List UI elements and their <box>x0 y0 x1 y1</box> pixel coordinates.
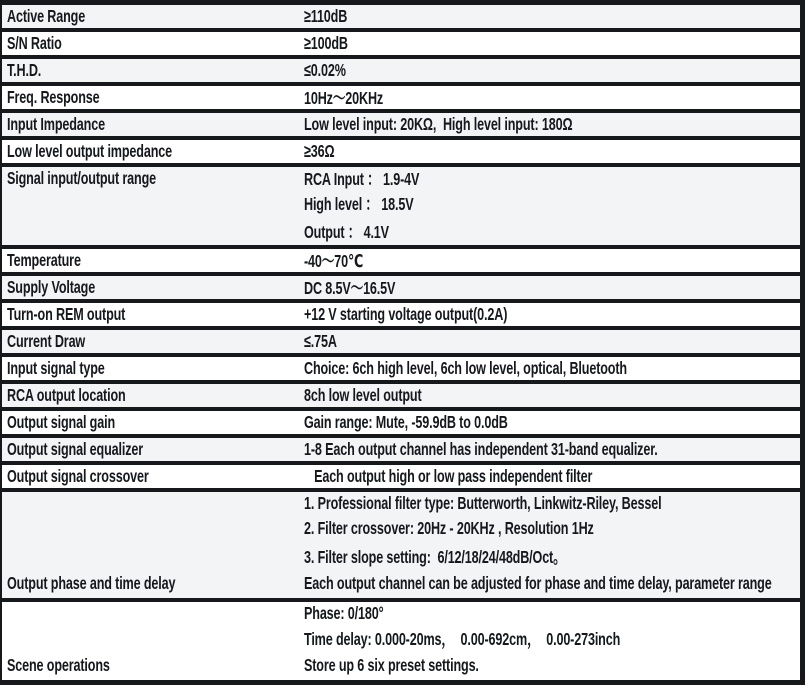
spec-value: Low level input: 20KΩ, High level input: 180Ω <box>304 114 573 134</box>
label-cell <box>2 168 304 189</box>
value-cell <box>304 626 800 651</box>
table-row <box>2 86 800 113</box>
table-row <box>2 384 800 411</box>
spec-label: S/N Ratio <box>7 33 62 53</box>
value-cell <box>304 33 800 54</box>
table-row <box>2 438 800 465</box>
value-cell <box>304 114 800 135</box>
table-line <box>2 140 800 163</box>
label-cell <box>2 358 304 379</box>
table-line <box>2 190 800 218</box>
label-cell <box>2 6 304 27</box>
value-cell <box>304 60 800 81</box>
spec-value: 10Hz～20KHz <box>304 88 384 108</box>
label-cell <box>2 33 304 54</box>
label-cell <box>2 520 304 538</box>
table-line <box>2 515 800 543</box>
table-line <box>2 249 800 272</box>
spec-value: 1-8 Each output channel has independent 31-band equalizer. <box>304 439 658 459</box>
label-cell <box>2 439 304 460</box>
value-cell <box>304 191 800 216</box>
value-cell <box>304 655 800 676</box>
label-cell <box>2 250 304 271</box>
value-cell <box>304 493 800 514</box>
spec-value: ≤0.02% <box>304 60 346 80</box>
table-line <box>2 570 800 598</box>
table-row <box>2 32 800 59</box>
label-cell <box>2 604 304 622</box>
spec-value: 2. Filter crossover: 20Hz - 20KHz , Resolution 1Hz <box>304 518 594 539</box>
label-cell <box>2 385 304 406</box>
table-line <box>2 543 800 571</box>
value-cell <box>304 603 800 624</box>
value-cell <box>304 439 800 460</box>
table-row <box>2 249 800 276</box>
spec-value: Output ： 4.1V <box>304 221 389 242</box>
spec-value: ≥110dB <box>304 6 348 26</box>
label-cell <box>2 495 304 513</box>
value-cell <box>304 141 800 162</box>
label-cell <box>2 629 304 647</box>
spec-label: Output signal crossover <box>7 466 149 486</box>
label-cell <box>2 87 304 108</box>
value-cell <box>304 304 800 325</box>
spec-value: High level ： 18.5V <box>304 194 414 215</box>
spec-label: Output signal gain <box>7 412 116 432</box>
table-line <box>2 652 800 680</box>
spec-value: 1. Professional filter type: Butterworth, Linkwitz-Riley, Bessel <box>304 493 662 513</box>
table-row <box>2 140 800 167</box>
value-cell <box>304 573 800 594</box>
spec-label: T.H.D. <box>7 60 42 80</box>
spec-value: -40～70℃ <box>304 251 364 271</box>
table-line <box>2 167 800 190</box>
table-line <box>2 602 800 625</box>
spec-value: RCA Input ： 1.9-4V <box>304 169 420 189</box>
spec-value: Time delay: 0.000-20ms， 0.00-692cm， 0.00-273inch <box>304 628 621 649</box>
table-line <box>2 625 800 653</box>
spec-value: Phase: 0/180° <box>304 602 384 623</box>
table-row <box>2 59 800 86</box>
value-cell <box>304 331 800 352</box>
table-line <box>2 384 800 407</box>
value-cell <box>304 276 800 299</box>
spec-value: Choice: 6ch high level, 6ch low level, optical, Bluetooth <box>304 358 627 378</box>
label-cell <box>2 195 304 213</box>
value-cell <box>304 412 800 433</box>
spec-value: 3. Filter slope setting: 6/12/18/24/48dB/Oct。 <box>304 546 566 567</box>
spec-label: Freq. Response <box>7 87 100 107</box>
value-cell <box>304 466 800 487</box>
spec-label: Signal input/output range <box>7 168 156 188</box>
spec-label: Turn-on REM output <box>7 304 126 324</box>
spec-label: Active Range <box>7 6 86 26</box>
table-row <box>2 602 800 685</box>
label-cell <box>2 277 304 298</box>
label-cell <box>2 466 304 487</box>
table-row <box>2 465 800 492</box>
value-cell <box>304 86 800 109</box>
table-line <box>2 411 800 434</box>
table-row <box>2 5 800 32</box>
table-row <box>2 167 800 249</box>
spec-label: Output phase and time delay <box>7 573 176 594</box>
table-line <box>2 465 800 488</box>
value-cell <box>304 385 800 406</box>
table-line <box>2 113 800 136</box>
label-cell <box>2 141 304 162</box>
spec-label: Scene operations <box>7 655 110 676</box>
label-cell <box>2 573 304 594</box>
value-cell <box>304 219 800 244</box>
spec-value: +12 V starting voltage output(0.2A) <box>304 304 508 324</box>
table-line <box>2 218 800 246</box>
value-cell <box>304 249 800 272</box>
label-cell <box>2 222 304 240</box>
spec-label: Input Impedance <box>7 114 105 134</box>
spec-label: Output signal equalizer <box>7 439 144 459</box>
label-cell <box>2 60 304 81</box>
label-cell <box>2 114 304 135</box>
table-row <box>2 411 800 438</box>
spec-label: Temperature <box>7 250 81 270</box>
value-cell <box>304 167 800 190</box>
table-row <box>2 330 800 357</box>
label-cell <box>2 655 304 676</box>
table-line <box>2 492 800 515</box>
table-line <box>2 5 800 28</box>
spec-label: Supply Voltage <box>7 277 96 297</box>
label-cell <box>2 412 304 433</box>
label-cell <box>2 547 304 565</box>
label-cell <box>2 304 304 325</box>
spec-value: ≥100dB <box>304 33 348 53</box>
spec-value: Each output high or low pass independent filter <box>304 466 593 486</box>
value-cell <box>304 6 800 27</box>
spec-label: Input signal type <box>7 358 105 378</box>
spec-label: Current Draw <box>7 331 86 351</box>
table-row <box>2 492 800 602</box>
table-line <box>2 357 800 380</box>
spec-label: RCA output location <box>7 385 126 405</box>
spec-value: ≥36Ω <box>304 141 335 161</box>
spec-value: Store up 6 six preset settings. <box>304 655 479 676</box>
table-line <box>2 32 800 55</box>
spec-value: Each output channel can be adjusted for phase and time delay, parameter range <box>304 573 772 594</box>
value-cell <box>304 358 800 379</box>
table-line <box>2 86 800 109</box>
table-row <box>2 276 800 303</box>
value-cell <box>304 544 800 569</box>
spec-value: ≤.75A <box>304 331 337 351</box>
spec-label: Low level output impedance <box>7 141 172 161</box>
table-row <box>2 357 800 384</box>
table-row <box>2 303 800 330</box>
value-cell <box>304 518 800 539</box>
table-line <box>2 438 800 461</box>
table-row <box>2 113 800 140</box>
table-line <box>2 276 800 299</box>
spec-value: Gain range: Mute, -59.9dB to 0.0dB <box>304 412 508 432</box>
label-cell <box>2 331 304 352</box>
table-line <box>2 303 800 326</box>
table-line <box>2 330 800 353</box>
spec-value: 8ch low level output <box>304 385 422 405</box>
table-line <box>2 59 800 82</box>
spec-value: DC 8.5V～16.5V <box>304 278 396 298</box>
